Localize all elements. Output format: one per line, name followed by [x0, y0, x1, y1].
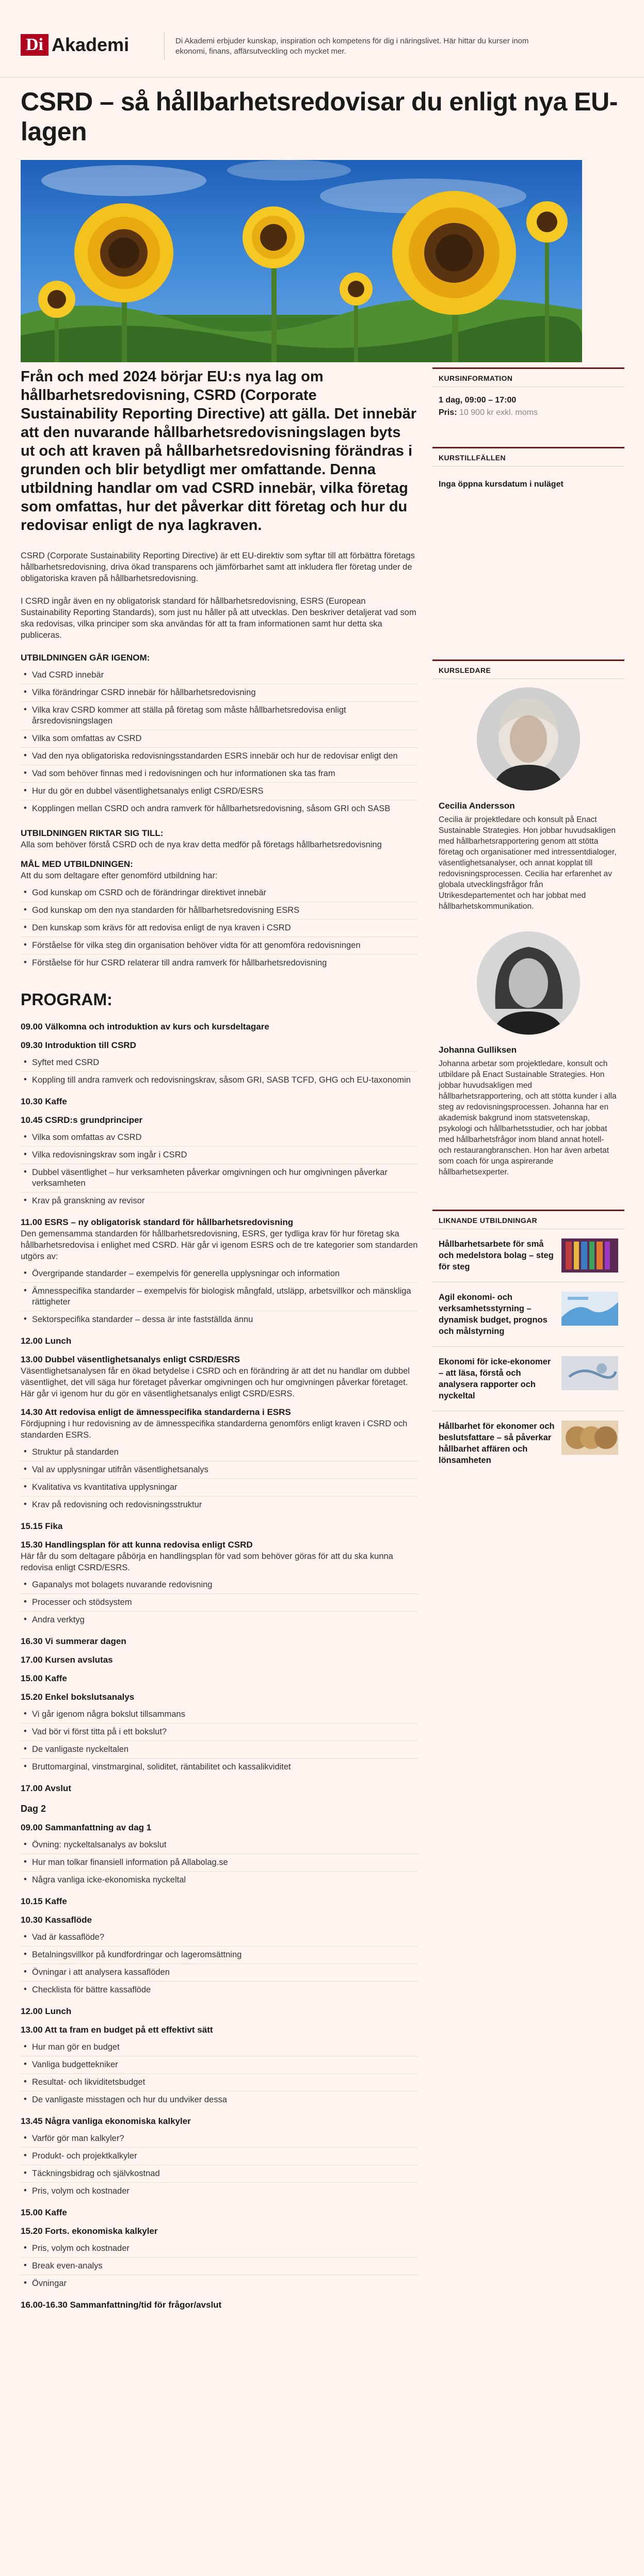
list-item: • Checklista för bättre kassaflöde [21, 1982, 418, 1999]
program-item-text: Väsentlighetsanalysen får en ökad betydelse i CSRD och en förändring är att det nu handlar om dubbel väsentlighet, det vill säga hur företaget påverkar omgivningen och hur omgivningen påverkar företaget. Här går vi igenom hur du gör en väsentlighetsanalys enligt CSRD/ESRS. [21, 1366, 410, 1398]
list-item: • Dubbel väsentlighet – hur verksamheten påverkar omgivningen och hur omgivningen påverkar verksamheten [21, 1164, 418, 1193]
program-item-title: 14.30 Att redovisa enligt de ämnesspecifika standarderna i ESRS [21, 1407, 291, 1417]
list-item: • Andra verktyg [21, 1612, 418, 1629]
list-item: • Gapanalys mot bolagets nuvarande redovisning [21, 1576, 418, 1594]
related-thumb-1 [561, 1238, 618, 1273]
section-heading-goes: UTBILDNINGEN GÅR IGENOM: [21, 653, 150, 663]
list-item: • Syftet med CSRD [21, 1054, 418, 1072]
program-item-title: 10.30 Kaffe [21, 1097, 67, 1106]
list-item: • Betalningsvillkor på kundfordringar och lageromsättning [21, 1946, 418, 1964]
program-day-heading: Dag 2 [21, 1804, 46, 1814]
program-item-title: 17.00 Kursen avslutas [21, 1655, 113, 1665]
program-item-text: Den gemensamma standarden för hållbarhetsredovisning, ESRS, ger tydliga krav för hur företag ska hållbarhetsredovisa i enlighet med CSRD. Här går vi igenom ESRS och de tre kategorier som standarden utgörs av: [21, 1229, 418, 1261]
list-item: • Hur man tolkar finansiell information på Allabolag.se [21, 1854, 418, 1872]
hero-image-sunflowers [21, 160, 582, 362]
program-item-list [21, 1129, 418, 1210]
list-item: • Kvalitativa vs kvantitativa upplysningar [21, 1479, 418, 1496]
related-course[interactable] [432, 1347, 624, 1411]
program-item-title: 15.00 Kaffe [21, 1673, 67, 1683]
list-item: • Vi går igenom några bokslut tillsammans [21, 1706, 418, 1724]
related-heading: LIKNANDE UTBILDNINGAR [432, 1211, 624, 1229]
program-item-title: 10.30 Kassaflöde [21, 1915, 92, 1925]
related-course-title[interactable]: Hållbarhet för ekonomer och beslutsfattare – så påverkar hållbarhet affären och lönsamheten [439, 1422, 555, 1465]
speakers-heading: KURSLEDARE [432, 661, 624, 679]
program-item-title: 16.00-16.30 Sammanfattning/tid för frågor/avslut [21, 2300, 222, 2310]
program-item-title: 12.00 Lunch [21, 2006, 72, 2016]
course-price [439, 407, 618, 419]
related-course-title[interactable]: Ekonomi för icke-ekonomer – att läsa, förstå och analysera rapporter och nyckeltal [439, 1357, 551, 1400]
list-item: • Övningar [21, 2275, 418, 2292]
related-course[interactable] [432, 1282, 624, 1347]
list-item: • Vilka krav CSRD kommer att ställa på företag som måste hållbarhetsredovisa enligt årsredovisningslagen [21, 702, 418, 730]
list-item: • Resultat- och likviditetsbudget [21, 2074, 418, 2091]
program-item-list [21, 1706, 418, 1776]
header-divider [164, 32, 165, 60]
program-item-title: 15.00 Kaffe [21, 2208, 67, 2217]
avatar-johanna [477, 931, 580, 1035]
list-item: • De vanligaste nyckeltalen [21, 1741, 418, 1759]
header-tagline: Di Akademi erbjuder kunskap, inspiration och kompetens för dig i näringslivet. Här hittar du kurser inom ekonomi, finans, affärsutveckling och mycket mer. [175, 37, 529, 56]
speaker-bio: Cecilia är projektledare och konsult på Enact Sustainable Strategies. Hon jobbar huvudsakligen med hållbarhetsrapportering genom att stötta företag och organisationer med intressentdialoger, väsentlighetsanalyser, och annat kopplat till redovisningsprocessen. Cecilia har erfarenhet av globala utvecklingsfrågor från Utrikesdepartementet och har jobbat med hållbarhetskommunikation. [439, 815, 617, 911]
speaker-bio: Johanna arbetar som projektledare, konsult och utbildare på Enact Sustainable Strategies. Hon jobbar huvudsakligen med hållbarhetsrapportering, och att stötta kunder i alla steg av redovisningsprocessen. Johanna har en akademisk bakgrund inom statsvetenskap, psykologi och hållbarhetsstudier, och har jobbat med hållbarhetsfrågor inom bland annat hotell- och restaurangbranschen. Hon har även arbetat som coach för unga aspirerande hållbarhetsexperter. [439, 1059, 617, 1177]
program-item-title: 10.45 CSRD:s grundprinciper [21, 1115, 143, 1125]
list-item: • Ämnesspecifika standarder – exempelvis för biologisk mångfald, utsläpp, arbetsvillkor och mänskliga rättigheter [21, 1283, 418, 1311]
speaker-name: Cecilia Andersson [439, 801, 515, 811]
program-item-list [21, 1265, 418, 1328]
speakers-box [432, 659, 624, 1189]
list-item: • Övningar i att analysera kassaflöden [21, 1964, 418, 1982]
list-item: • Pris, volym och kostnader [21, 2240, 418, 2258]
avatar [477, 687, 580, 791]
course-info-box [432, 367, 624, 426]
program-heading: PROGRAM: [21, 990, 112, 1009]
program-item-list [21, 2039, 418, 2108]
list-item: • Varför gör man kalkyler? [21, 2130, 418, 2148]
program-item-list [21, 1837, 418, 1889]
list-item: • Förståelse för hur CSRD relaterar till andra ramverk för hållbarhetsredovisning [21, 955, 418, 972]
program-schedule [21, 1021, 418, 2311]
goes-list [21, 667, 418, 817]
list-item: • Vad bör vi först titta på i ett bokslut? [21, 1724, 418, 1741]
program-item-title: 15.20 Forts. ekonomiska kalkyler [21, 2226, 158, 2236]
main-content [21, 367, 418, 2311]
program-item-text: Fördjupning i hur redovisning av de ämnesspecifika standarderna genomförs enligt kraven i CSRD och standarden ESRS. [21, 1419, 408, 1440]
program-item-list [21, 1576, 418, 1629]
list-item: • Processer och stödsystem [21, 1594, 418, 1612]
program-item-list [21, 1444, 418, 1514]
program-item-text: Här får du som deltagare påbörja en handlingsplan för vad som behöver göras för att du ska kunna redovisa enligt CSRD/ESRS. [21, 1552, 393, 1572]
list-item: • Val av upplysningar utifrån väsentlighetsanalys [21, 1461, 418, 1479]
course-time: 1 dag, 09:00 – 17:00 [439, 396, 517, 405]
list-item: • Hur du gör en dubbel väsentlighetsanalys enligt CSRD/ESRS [21, 783, 418, 800]
program-item-title: 13.00 Dubbel väsentlighetsanalys enligt CSRD/ESRS [21, 1355, 240, 1364]
program-item-title: 09.00 Välkomna och introduktion av kurs och kursdeltagare [21, 1022, 269, 1032]
program-item-title: 15.15 Fika [21, 1521, 63, 1531]
intro-paragraph-2: I CSRD ingår även en ny obligatorisk standard för hållbarhetsredovisning, ESRS (European Sustainability Reporting Standards), som just nu håller på att utvecklas. Den beskriver detaljerat vad som ska redovisas, vilka principer som ska användas för att ta fram informationen samt hur detta ska publiceras. [21, 597, 416, 640]
list-item: • Produkt- och projektkalkyler [21, 2148, 418, 2165]
course-info-heading: KURSINFORMATION [432, 369, 624, 387]
lead-paragraph: Från och med 2024 börjar EU:s nya lag om hållbarhetsredovisning, CSRD (Corporate Sustainability Reporting Directive) att gälla. Det innebär att den nuvarande hållbarhetsredovisningslagen byts ut och att kraven på hållbarhetsredovisning förändras i grunden och blir betydligt mer omfattande. Denna utbildning handlar om vad CSRD innebär, vilka företag som omfattas, hur det påverkar ditt företag och hur du redovisar enligt de nya lagkraven. [21, 368, 417, 534]
logo-text: Akademi [52, 34, 130, 55]
list-item: • Övning: nyckeltalsanalys av bokslut [21, 1837, 418, 1854]
related-course-title[interactable]: Hållbarhetsarbete för små och medelstora bolag – steg för steg [439, 1239, 554, 1271]
related-thumb-2 [561, 1292, 618, 1326]
list-item: • Vanliga budgettekniker [21, 2056, 418, 2074]
program-item-title: 09.30 Introduktion till CSRD [21, 1040, 136, 1050]
program-item-title: 09.00 Sammanfattning av dag 1 [21, 1823, 152, 1832]
list-item: • Den kunskap som krävs för att redovisa enligt de nya kraven i CSRD [21, 920, 418, 937]
list-item: • Vilka som omfattas av CSRD [21, 730, 418, 748]
sidebar [432, 367, 624, 1496]
logo-box: Di [21, 34, 49, 56]
program-item-list [21, 1054, 418, 1089]
program-item-title: 10.15 Kaffe [21, 1896, 67, 1906]
list-item: • Täckningsbidrag och självkostnad [21, 2165, 418, 2183]
program-item-title: 17.00 Avslut [21, 1783, 71, 1793]
avatar-cecilia [477, 687, 580, 791]
related-course-title[interactable]: Agil ekonomi- och verksamhetsstyrning – dynamisk budget, prognos och målstyrning [439, 1293, 548, 1336]
list-item: • Struktur på standarden [21, 1444, 418, 1461]
site-header [0, 0, 644, 77]
list-item: • Vilka förändringar CSRD innebär för hållbarhetsredovisning [21, 684, 418, 702]
list-item: • Pris, volym och kostnader [21, 2183, 418, 2200]
section-heading-target: UTBILDNINGEN RIKTAR SIG TILL: [21, 828, 164, 838]
list-item: • De vanligaste misstagen och hur du undviker dessa [21, 2091, 418, 2108]
goal-intro: Att du som deltagare efter genomförd utbildning har: [21, 871, 218, 880]
list-item: • Vad den nya obligatoriska redovisningsstandarden ESRS innebär och hur de redovisar enligt den [21, 748, 418, 765]
list-item: • Vilka som omfattas av CSRD [21, 1129, 418, 1147]
target-text: Alla som behöver förstå CSRD och de nya krav detta medför på företags hållbarhetsredovisning [21, 840, 382, 849]
list-item: • God kunskap om den nya standarden för hållbarhetsredovisning ESRS [21, 902, 418, 920]
speaker-card [432, 923, 624, 1189]
course-price-value: 10 900 kr exkl. moms [459, 408, 538, 417]
list-item: • Krav på redovisning och redovisningsstruktur [21, 1496, 418, 1514]
page-title: CSRD – så hållbarhetsredovisar du enligt nya EU-lagen [21, 87, 618, 146]
program-item-title: 15.20 Enkel bokslutsanalys [21, 1692, 135, 1702]
program-item-title: 16.30 Vi summerar dagen [21, 1636, 126, 1646]
program-item-title: 12.00 Lunch [21, 1336, 72, 1346]
course-info-body [432, 387, 624, 426]
goals-list [21, 884, 418, 972]
program-item-title: 15.30 Handlingsplan för att kunna redovisa enligt CSRD [21, 1540, 253, 1550]
list-item: • Vad som behöver finnas med i redovisningen och hur informationen ska tas fram [21, 765, 418, 783]
speaker-card [432, 679, 624, 923]
list-item: • Några vanliga icke-ekonomiska nyckeltal [21, 1872, 418, 1889]
list-item: • Krav på granskning av revisor [21, 1193, 418, 1210]
list-item: • Vilka redovisningskrav som ingår i CSRD [21, 1147, 418, 1164]
course-dates-heading: KURSTILLFÄLLEN [432, 448, 624, 466]
list-item: • Bruttomarginal, vinstmarginal, soliditet, räntabilitet och kassalikviditet [21, 1759, 418, 1776]
related-courses-box [432, 1210, 624, 1475]
list-item: • Koppling till andra ramverk och redovisningskrav, såsom GRI, SASB TCFD, GHG och EU-taxonomin [21, 1072, 418, 1089]
list-item: • Hur man gör en budget [21, 2039, 418, 2056]
related-course[interactable] [432, 1229, 624, 1282]
intro-paragraph-1: CSRD (Corporate Sustainability Reporting Directive) är ett EU-direktiv som syftar till att förbättra företags hållbarhetsredovisning, driva ökad transparens och jämförbarhet samt att inkludera fler företag under de obligatoriska kraven på hållbarhetsredovisning. [21, 551, 415, 583]
di-akademi-logo[interactable] [21, 34, 129, 56]
list-item: • God kunskap om CSRD och de förändringar direktivet innebär [21, 884, 418, 902]
speaker-name: Johanna Gulliksen [439, 1045, 517, 1055]
course-dates-box [432, 447, 624, 508]
program-item-list [21, 1929, 418, 1999]
program-item-list [21, 2130, 418, 2200]
list-item: • Sektorspecifika standarder – dessa är inte fastställda ännu [21, 1311, 418, 1328]
program-item-list [21, 2240, 418, 2292]
related-thumb-4 [561, 1421, 618, 1455]
list-item: • Vad är kassaflöde? [21, 1929, 418, 1946]
sunflowers-illustration [21, 160, 582, 362]
course-price-label: Pris: [439, 408, 457, 417]
related-course[interactable] [432, 1411, 624, 1475]
list-item: • Break even-analys [21, 2258, 418, 2275]
program-item-title: 11.00 ESRS – ny obligatorisk standard för hållbarhetsredovisning [21, 1217, 294, 1227]
avatar [477, 931, 580, 1035]
list-item: • Vad CSRD innebär [21, 667, 418, 684]
list-item: • Övergripande standarder – exempelvis för generella upplysningar och information [21, 1265, 418, 1283]
related-thumb-3 [561, 1356, 618, 1390]
course-dates-text: Inga öppna kursdatum i nuläget [439, 480, 564, 489]
program-item-title: 13.00 Att ta fram en budget på ett effektivt sätt [21, 2025, 213, 2035]
section-heading-goal: MÅL MED UTBILDNINGEN: [21, 859, 133, 869]
program-item-title: 13.45 Några vanliga ekonomiska kalkyler [21, 2116, 191, 2126]
list-item: • Kopplingen mellan CSRD och andra ramverk för hållbarhetsredovisning, såsom GRI och SASB [21, 800, 418, 817]
list-item: • Förståelse för vilka steg din organisation behöver vidta för att genomföra redovisningen [21, 937, 418, 955]
